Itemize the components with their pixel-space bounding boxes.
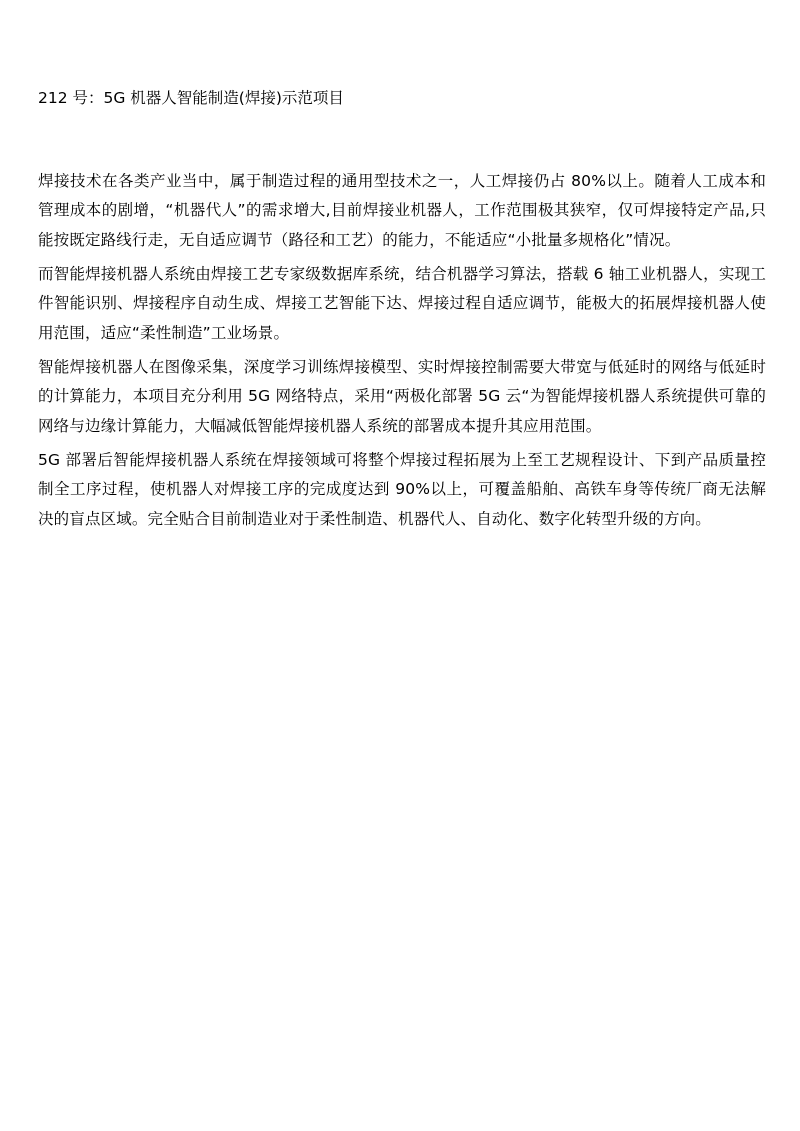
document-title: 212 号：5G 机器人智能制造(焊接)示范项目: [38, 89, 344, 107]
paragraph-4: 5G 部署后智能焊接机器人系统在焊接领域可将整个焊接过程拓展为上至工艺规程设计、下到产品质量控制全工序过程，使机器人对焊接工序的完成度达到 90%以上，可覆盖船舶、高铁车身等传统厂商无法解决的盲点区域。完全贴合目前制造业对于柔性制造、机器代人、自动化、数字化转型升级的方向。: [38, 450, 766, 528]
document-body: [38, 167, 766, 539]
paragraph-1: 焊接技术在各类产业当中，属于制造过程的通用型技术之一，人工焊接仍占 80%以上。随着人工成本和管理成本的剧增，“机器代人”的需求增大,目前焊接业机器人，工作范围极其狭窄，仅可焊接特定产品,只能按既定路线行走，无自适应调节（路径和工艺）的能力，不能适应“小批量多规格化”情况。: [38, 172, 766, 249]
paragraph-3: 智能焊接机器人在图像采集，深度学习训练焊接模型、实时焊接控制需要大带宽与低延时的网络与低延时的计算能力，本项目充分利用 5G 网络特点，采用“两极化部署 5G 云“为智能焊接机器人系统提供可靠的网络与边缘计算能力，大幅减低智能焊接机器人系统的部署成本提升其应用范围。: [38, 357, 766, 435]
paragraph-2: 而智能焊接机器人系统由焊接工艺专家级数据库系统，结合机器学习算法，搭载 6 轴工业机器人，实现工件智能识别、焊接程序自动生成、焊接工艺智能下达、焊接过程自适应调节，能极大的拓展焊接机器人使用范围，适应“柔性制造”工业场景。: [38, 264, 766, 342]
